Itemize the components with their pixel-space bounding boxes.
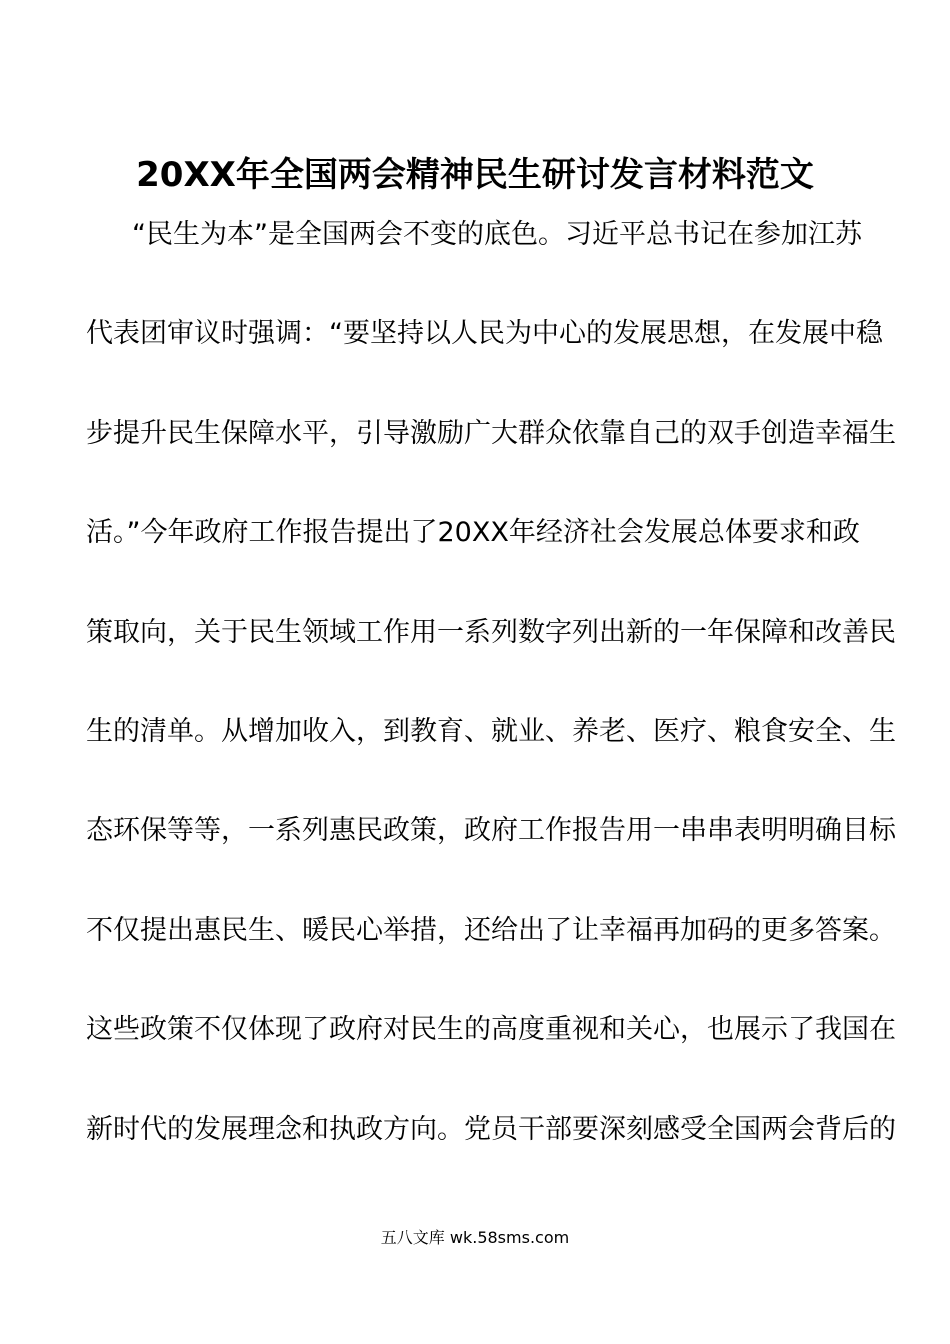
paragraph-line: 生的清单。从增加收入，到教育、就业、养老、医疗、粮食安全、生 [86, 715, 896, 747]
paragraph-line: 新时代的发展理念和执政方向。党员干部要深刻感受全国两会背后的 [86, 1113, 896, 1145]
paragraph-line: “民生为本”是全国两会不变的底色。习近平总书记在参加江苏 [132, 219, 862, 250]
paragraph-line: 策取向，关于民生领域工作用一系列数字列出新的一年保障和改善民 [86, 616, 896, 648]
page-footer: 五八文库 wk.58sms.com [380, 1228, 570, 1247]
document-title: 20XX年全国两会精神民生研讨发言材料范文 [136, 155, 814, 195]
document-body [86, 186, 896, 1180]
paragraph-line: 代表团审议时强调：“要坚持以人民为中心的发展思想，在发展中稳 [86, 318, 883, 350]
paragraph-line: 步提升民生保障水平，引导激励广大群众依靠自己的双手创造幸福生 [86, 417, 896, 449]
paragraph-line: 态环保等等，一系列惠民政策，政府工作报告用一串串表明明确目标 [86, 815, 896, 847]
paragraph-line: 这些政策不仅体现了政府对民生的高度重视和关心，也展示了我国在 [86, 1014, 896, 1046]
paragraph-line: 不仅提出惠民生、暖民心举措，还给出了让幸福再加码的更多答案。 [86, 914, 896, 946]
paragraph-line: 活。”今年政府工作报告提出了20XX年经济社会发展总体要求和政 [86, 517, 860, 549]
